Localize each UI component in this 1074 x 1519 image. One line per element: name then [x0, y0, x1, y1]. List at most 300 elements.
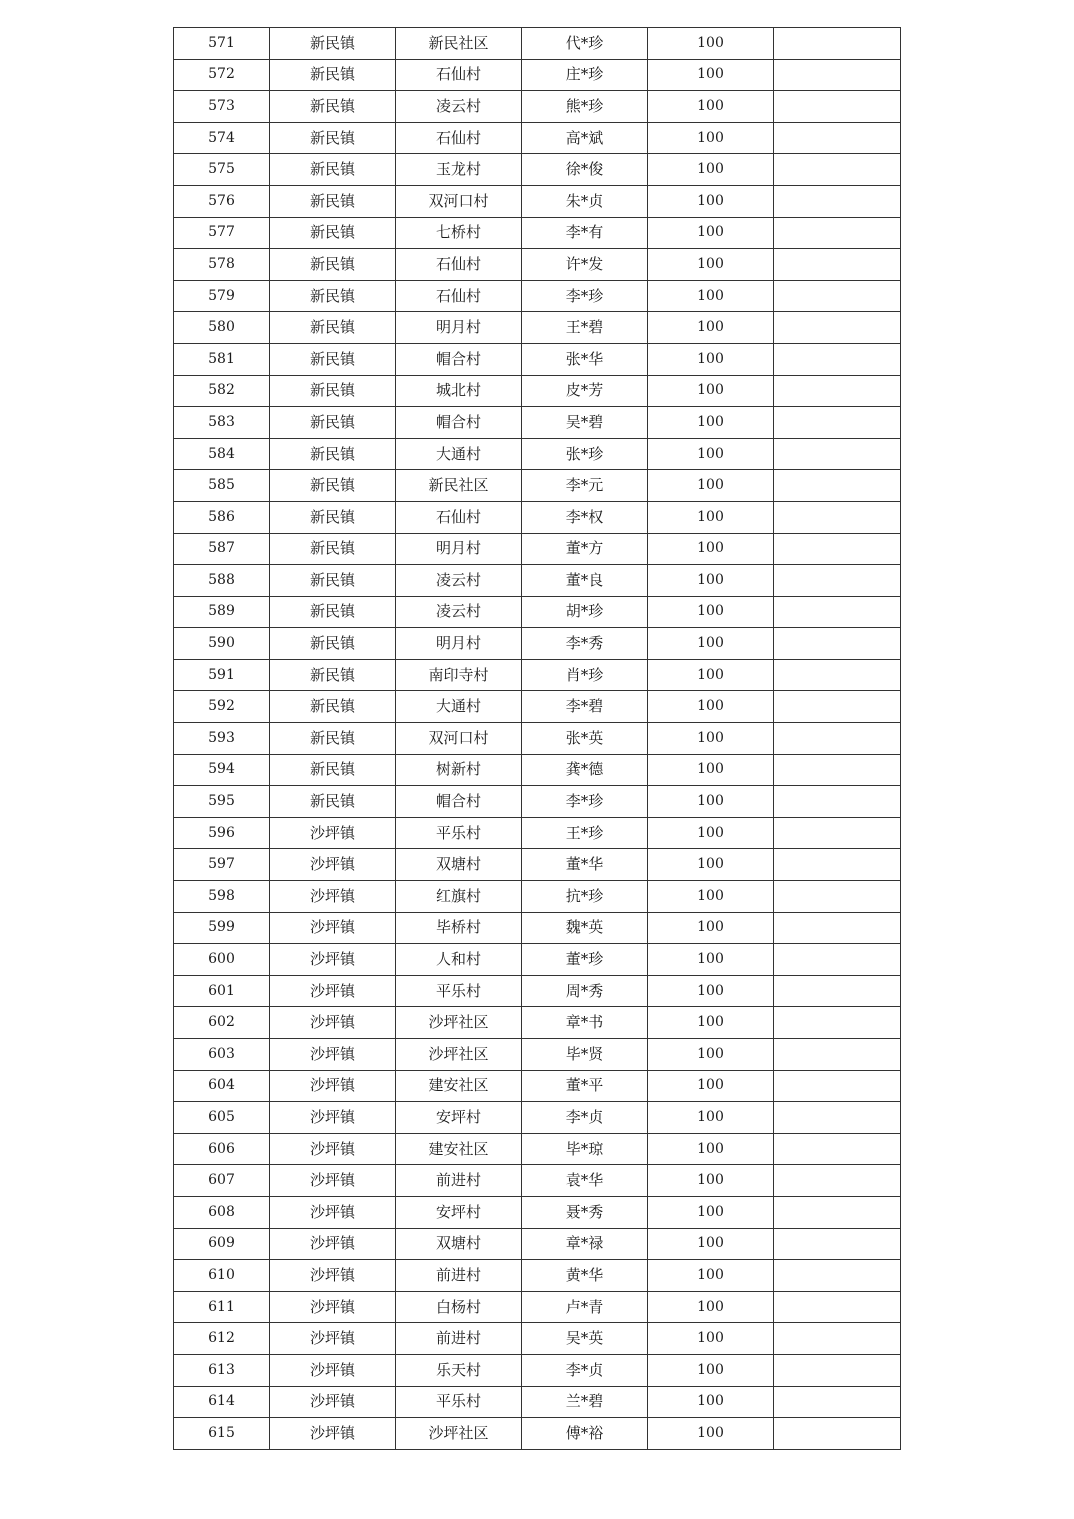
person-name-cell: 张*珍 [522, 438, 648, 470]
village-cell: 双河口村 [396, 185, 522, 217]
table-row [174, 122, 901, 154]
table-row [174, 1196, 901, 1228]
village-cell: 前进村 [396, 1323, 522, 1355]
note-cell [774, 1418, 901, 1450]
village-cell: 安坪村 [396, 1102, 522, 1134]
table-row [174, 1007, 901, 1039]
note-cell [774, 754, 901, 786]
amount-cell: 100 [648, 754, 774, 786]
person-name-cell: 章*书 [522, 1007, 648, 1039]
town-cell: 新民镇 [270, 343, 396, 375]
amount-cell: 100 [648, 1291, 774, 1323]
note-cell [774, 849, 901, 881]
note-cell [774, 501, 901, 533]
town-cell: 新民镇 [270, 280, 396, 312]
row-number-cell: 611 [174, 1291, 270, 1323]
row-number-cell: 581 [174, 343, 270, 375]
town-cell: 沙坪镇 [270, 1418, 396, 1450]
amount-cell: 100 [648, 1260, 774, 1292]
amount-cell: 100 [648, 470, 774, 502]
table-row [174, 849, 901, 881]
person-name-cell: 抗*珍 [522, 881, 648, 913]
amount-cell: 100 [648, 786, 774, 818]
village-cell: 石仙村 [396, 122, 522, 154]
town-cell: 沙坪镇 [270, 1196, 396, 1228]
row-number-cell: 578 [174, 249, 270, 281]
table-row [174, 1039, 901, 1071]
person-name-cell: 李*元 [522, 470, 648, 502]
town-cell: 沙坪镇 [270, 944, 396, 976]
row-number-cell: 608 [174, 1196, 270, 1228]
town-cell: 沙坪镇 [270, 1070, 396, 1102]
person-name-cell: 李*秀 [522, 628, 648, 660]
amount-cell: 100 [648, 596, 774, 628]
town-cell: 新民镇 [270, 312, 396, 344]
town-cell: 新民镇 [270, 786, 396, 818]
row-number-cell: 601 [174, 975, 270, 1007]
amount-cell: 100 [648, 1039, 774, 1071]
person-name-cell: 高*斌 [522, 122, 648, 154]
table-row [174, 59, 901, 91]
town-cell: 新民镇 [270, 154, 396, 186]
village-cell: 大通村 [396, 438, 522, 470]
amount-cell: 100 [648, 723, 774, 755]
table-row [174, 1228, 901, 1260]
town-cell: 新民镇 [270, 375, 396, 407]
table-row [174, 628, 901, 660]
table-row [174, 659, 901, 691]
row-number-cell: 576 [174, 185, 270, 217]
note-cell [774, 343, 901, 375]
note-cell [774, 1165, 901, 1197]
row-number-cell: 609 [174, 1228, 270, 1260]
amount-cell: 100 [648, 1386, 774, 1418]
person-name-cell: 肖*珍 [522, 659, 648, 691]
table-row [174, 754, 901, 786]
person-name-cell: 毕*贤 [522, 1039, 648, 1071]
table-row [174, 1354, 901, 1386]
note-cell [774, 438, 901, 470]
table-row [174, 312, 901, 344]
table-row [174, 1291, 901, 1323]
town-cell: 沙坪镇 [270, 1007, 396, 1039]
town-cell: 新民镇 [270, 28, 396, 60]
town-cell: 新民镇 [270, 596, 396, 628]
village-cell: 沙坪社区 [396, 1039, 522, 1071]
row-number-cell: 574 [174, 122, 270, 154]
amount-cell: 100 [648, 1102, 774, 1134]
town-cell: 新民镇 [270, 754, 396, 786]
note-cell [774, 407, 901, 439]
table-row [174, 881, 901, 913]
amount-cell: 100 [648, 628, 774, 660]
note-cell [774, 154, 901, 186]
row-number-cell: 587 [174, 533, 270, 565]
village-cell: 前进村 [396, 1260, 522, 1292]
amount-cell: 100 [648, 91, 774, 123]
amount-cell: 100 [648, 28, 774, 60]
village-cell: 红旗村 [396, 881, 522, 913]
table-row [174, 1260, 901, 1292]
town-cell: 沙坪镇 [270, 1165, 396, 1197]
table-row [174, 1102, 901, 1134]
amount-cell: 100 [648, 691, 774, 723]
note-cell [774, 1354, 901, 1386]
row-number-cell: 577 [174, 217, 270, 249]
person-name-cell: 袁*华 [522, 1165, 648, 1197]
row-number-cell: 584 [174, 438, 270, 470]
note-cell [774, 1228, 901, 1260]
village-cell: 石仙村 [396, 249, 522, 281]
amount-cell: 100 [648, 249, 774, 281]
amount-cell: 100 [648, 154, 774, 186]
note-cell [774, 786, 901, 818]
amount-cell: 100 [648, 1418, 774, 1450]
village-cell: 平乐村 [396, 975, 522, 1007]
town-cell: 新民镇 [270, 659, 396, 691]
person-name-cell: 毕*琼 [522, 1133, 648, 1165]
table-row [174, 343, 901, 375]
village-cell: 帽合村 [396, 407, 522, 439]
person-name-cell: 张*英 [522, 723, 648, 755]
row-number-cell: 593 [174, 723, 270, 755]
person-name-cell: 李*贞 [522, 1102, 648, 1134]
amount-cell: 100 [648, 59, 774, 91]
town-cell: 沙坪镇 [270, 817, 396, 849]
table-row [174, 533, 901, 565]
person-name-cell: 董*华 [522, 849, 648, 881]
table-row [174, 438, 901, 470]
village-cell: 双塘村 [396, 849, 522, 881]
town-cell: 沙坪镇 [270, 1291, 396, 1323]
note-cell [774, 1323, 901, 1355]
row-number-cell: 599 [174, 912, 270, 944]
town-cell: 沙坪镇 [270, 1260, 396, 1292]
village-cell: 石仙村 [396, 501, 522, 533]
village-cell: 凌云村 [396, 565, 522, 597]
amount-cell: 100 [648, 438, 774, 470]
row-number-cell: 597 [174, 849, 270, 881]
town-cell: 沙坪镇 [270, 1354, 396, 1386]
town-cell: 沙坪镇 [270, 849, 396, 881]
person-name-cell: 聂*秀 [522, 1196, 648, 1228]
note-cell [774, 249, 901, 281]
town-cell: 沙坪镇 [270, 912, 396, 944]
note-cell [774, 1196, 901, 1228]
table-row [174, 28, 901, 60]
note-cell [774, 59, 901, 91]
town-cell: 新民镇 [270, 217, 396, 249]
person-name-cell: 李*珍 [522, 280, 648, 312]
amount-cell: 100 [648, 1228, 774, 1260]
person-name-cell: 董*珍 [522, 944, 648, 976]
town-cell: 新民镇 [270, 407, 396, 439]
village-cell: 玉龙村 [396, 154, 522, 186]
amount-cell: 100 [648, 1007, 774, 1039]
amount-cell: 100 [648, 1354, 774, 1386]
village-cell: 前进村 [396, 1165, 522, 1197]
town-cell: 沙坪镇 [270, 1039, 396, 1071]
note-cell [774, 91, 901, 123]
row-number-cell: 594 [174, 754, 270, 786]
village-cell: 人和村 [396, 944, 522, 976]
note-cell [774, 944, 901, 976]
amount-cell: 100 [648, 122, 774, 154]
note-cell [774, 691, 901, 723]
table-row [174, 217, 901, 249]
person-name-cell: 兰*碧 [522, 1386, 648, 1418]
person-name-cell: 庄*珍 [522, 59, 648, 91]
table-row [174, 1418, 901, 1450]
amount-cell: 100 [648, 659, 774, 691]
note-cell [774, 1070, 901, 1102]
person-name-cell: 魏*英 [522, 912, 648, 944]
table-row [174, 249, 901, 281]
person-name-cell: 朱*贞 [522, 185, 648, 217]
amount-cell: 100 [648, 375, 774, 407]
town-cell: 新民镇 [270, 470, 396, 502]
note-cell [774, 1102, 901, 1134]
row-number-cell: 596 [174, 817, 270, 849]
village-cell: 帽合村 [396, 343, 522, 375]
village-cell: 双河口村 [396, 723, 522, 755]
town-cell: 新民镇 [270, 691, 396, 723]
note-cell [774, 1133, 901, 1165]
person-name-cell: 皮*芳 [522, 375, 648, 407]
row-number-cell: 615 [174, 1418, 270, 1450]
row-number-cell: 607 [174, 1165, 270, 1197]
amount-cell: 100 [648, 944, 774, 976]
person-name-cell: 卢*青 [522, 1291, 648, 1323]
village-cell: 新民社区 [396, 28, 522, 60]
person-name-cell: 张*华 [522, 343, 648, 375]
village-cell: 沙坪社区 [396, 1007, 522, 1039]
table-row [174, 1386, 901, 1418]
amount-cell: 100 [648, 533, 774, 565]
note-cell [774, 1291, 901, 1323]
row-number-cell: 579 [174, 280, 270, 312]
town-cell: 新民镇 [270, 122, 396, 154]
person-name-cell: 董*方 [522, 533, 648, 565]
note-cell [774, 280, 901, 312]
village-cell: 平乐村 [396, 817, 522, 849]
person-name-cell: 董*平 [522, 1070, 648, 1102]
row-number-cell: 602 [174, 1007, 270, 1039]
table-row [174, 185, 901, 217]
village-cell: 南印寺村 [396, 659, 522, 691]
village-cell: 建安社区 [396, 1070, 522, 1102]
row-number-cell: 610 [174, 1260, 270, 1292]
table-row [174, 1165, 901, 1197]
village-cell: 明月村 [396, 312, 522, 344]
table-row [174, 154, 901, 186]
table-row [174, 470, 901, 502]
row-number-cell: 572 [174, 59, 270, 91]
village-cell: 凌云村 [396, 91, 522, 123]
table-row [174, 565, 901, 597]
note-cell [774, 185, 901, 217]
person-name-cell: 李*碧 [522, 691, 648, 723]
note-cell [774, 533, 901, 565]
row-number-cell: 583 [174, 407, 270, 439]
amount-cell: 100 [648, 501, 774, 533]
amount-cell: 100 [648, 185, 774, 217]
table-body [174, 28, 901, 1450]
amount-cell: 100 [648, 1165, 774, 1197]
village-cell: 平乐村 [396, 1386, 522, 1418]
row-number-cell: 614 [174, 1386, 270, 1418]
note-cell [774, 375, 901, 407]
town-cell: 沙坪镇 [270, 1133, 396, 1165]
amount-cell: 100 [648, 1323, 774, 1355]
row-number-cell: 598 [174, 881, 270, 913]
village-cell: 新民社区 [396, 470, 522, 502]
table-row [174, 375, 901, 407]
row-number-cell: 613 [174, 1354, 270, 1386]
table-row [174, 817, 901, 849]
town-cell: 新民镇 [270, 533, 396, 565]
town-cell: 沙坪镇 [270, 1102, 396, 1134]
village-cell: 城北村 [396, 375, 522, 407]
village-cell: 明月村 [396, 628, 522, 660]
table-row [174, 786, 901, 818]
row-number-cell: 595 [174, 786, 270, 818]
village-cell: 树新村 [396, 754, 522, 786]
town-cell: 新民镇 [270, 438, 396, 470]
person-name-cell: 董*良 [522, 565, 648, 597]
note-cell [774, 1007, 901, 1039]
note-cell [774, 470, 901, 502]
row-number-cell: 580 [174, 312, 270, 344]
note-cell [774, 312, 901, 344]
town-cell: 新民镇 [270, 723, 396, 755]
amount-cell: 100 [648, 217, 774, 249]
person-name-cell: 李*有 [522, 217, 648, 249]
village-cell: 安坪村 [396, 1196, 522, 1228]
village-cell: 帽合村 [396, 786, 522, 818]
subsidy-list-table [173, 27, 901, 1450]
amount-cell: 100 [648, 343, 774, 375]
person-name-cell: 章*禄 [522, 1228, 648, 1260]
town-cell: 沙坪镇 [270, 1386, 396, 1418]
row-number-cell: 573 [174, 91, 270, 123]
village-cell: 大通村 [396, 691, 522, 723]
person-name-cell: 王*珍 [522, 817, 648, 849]
town-cell: 新民镇 [270, 565, 396, 597]
note-cell [774, 1039, 901, 1071]
town-cell: 沙坪镇 [270, 1228, 396, 1260]
amount-cell: 100 [648, 280, 774, 312]
table-row [174, 691, 901, 723]
town-cell: 新民镇 [270, 91, 396, 123]
row-number-cell: 588 [174, 565, 270, 597]
table-row [174, 407, 901, 439]
town-cell: 沙坪镇 [270, 881, 396, 913]
amount-cell: 100 [648, 912, 774, 944]
person-name-cell: 徐*俊 [522, 154, 648, 186]
person-name-cell: 李*珍 [522, 786, 648, 818]
amount-cell: 100 [648, 1070, 774, 1102]
person-name-cell: 李*贞 [522, 1354, 648, 1386]
village-cell: 七桥村 [396, 217, 522, 249]
table-row [174, 1070, 901, 1102]
note-cell [774, 122, 901, 154]
person-name-cell: 代*珍 [522, 28, 648, 60]
village-cell: 白杨村 [396, 1291, 522, 1323]
amount-cell: 100 [648, 975, 774, 1007]
note-cell [774, 1260, 901, 1292]
row-number-cell: 589 [174, 596, 270, 628]
row-number-cell: 575 [174, 154, 270, 186]
table-row [174, 912, 901, 944]
table-row [174, 1323, 901, 1355]
person-name-cell: 许*发 [522, 249, 648, 281]
note-cell [774, 912, 901, 944]
town-cell: 新民镇 [270, 249, 396, 281]
village-cell: 石仙村 [396, 59, 522, 91]
town-cell: 沙坪镇 [270, 1323, 396, 1355]
note-cell [774, 1386, 901, 1418]
town-cell: 沙坪镇 [270, 975, 396, 1007]
amount-cell: 100 [648, 881, 774, 913]
table-row [174, 1133, 901, 1165]
village-cell: 乐天村 [396, 1354, 522, 1386]
amount-cell: 100 [648, 849, 774, 881]
row-number-cell: 571 [174, 28, 270, 60]
note-cell [774, 628, 901, 660]
amount-cell: 100 [648, 312, 774, 344]
row-number-cell: 590 [174, 628, 270, 660]
village-cell: 毕桥村 [396, 912, 522, 944]
row-number-cell: 603 [174, 1039, 270, 1071]
village-cell: 建安社区 [396, 1133, 522, 1165]
table-row [174, 501, 901, 533]
amount-cell: 100 [648, 1133, 774, 1165]
note-cell [774, 217, 901, 249]
table-row [174, 91, 901, 123]
row-number-cell: 585 [174, 470, 270, 502]
town-cell: 新民镇 [270, 59, 396, 91]
row-number-cell: 591 [174, 659, 270, 691]
town-cell: 新民镇 [270, 501, 396, 533]
village-cell: 沙坪社区 [396, 1418, 522, 1450]
person-name-cell: 龚*德 [522, 754, 648, 786]
note-cell [774, 723, 901, 755]
table-row [174, 944, 901, 976]
village-cell: 双塘村 [396, 1228, 522, 1260]
village-cell: 凌云村 [396, 596, 522, 628]
row-number-cell: 600 [174, 944, 270, 976]
row-number-cell: 605 [174, 1102, 270, 1134]
town-cell: 新民镇 [270, 185, 396, 217]
row-number-cell: 606 [174, 1133, 270, 1165]
row-number-cell: 582 [174, 375, 270, 407]
note-cell [774, 596, 901, 628]
table-row [174, 596, 901, 628]
person-name-cell: 吴*英 [522, 1323, 648, 1355]
person-name-cell: 傅*裕 [522, 1418, 648, 1450]
village-cell: 石仙村 [396, 280, 522, 312]
amount-cell: 100 [648, 565, 774, 597]
row-number-cell: 592 [174, 691, 270, 723]
person-name-cell: 吴*碧 [522, 407, 648, 439]
note-cell [774, 659, 901, 691]
row-number-cell: 604 [174, 1070, 270, 1102]
person-name-cell: 胡*珍 [522, 596, 648, 628]
amount-cell: 100 [648, 407, 774, 439]
row-number-cell: 586 [174, 501, 270, 533]
person-name-cell: 王*碧 [522, 312, 648, 344]
